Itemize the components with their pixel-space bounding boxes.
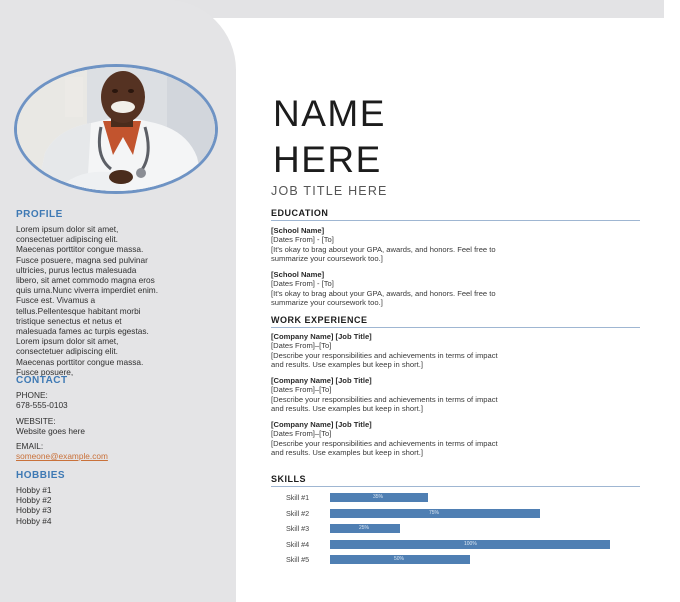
skill-label: Skill #1	[286, 493, 310, 502]
education-entry	[271, 226, 643, 263]
work-desc: and results. Use examples but keep in short.]	[271, 359, 423, 369]
profile-line: Maecenas porttitor congue massa.	[16, 356, 144, 367]
job-title: JOB TITLE HERE	[271, 184, 388, 198]
skill-percent-label: 50%	[394, 556, 405, 562]
education-dates: [Dates From] - [To]	[271, 279, 334, 289]
hobbies-heading: HOBBIES	[16, 470, 66, 481]
profile-line: quis urna.Nunc viverra imperdiet enim.	[16, 285, 159, 296]
work-entry	[271, 420, 643, 457]
profile-line: ultricies, purus lectus malesuada	[16, 264, 137, 275]
skill-percent-label: 100%	[464, 541, 477, 547]
profile-line: Maecenas porttitor congue massa.	[16, 244, 144, 255]
skill-label: Skill #5	[286, 555, 310, 564]
contact-heading: CONTACT	[16, 375, 68, 386]
education-desc: [It's okay to brag about your GPA, awards, and honors. Feel free to	[271, 288, 496, 298]
profile-line: consectetuer adipiscing elit.	[16, 234, 118, 245]
skill-bar	[330, 555, 470, 564]
website-value: Website goes here	[16, 426, 86, 437]
skill-percent-label: 25%	[359, 525, 370, 531]
work-desc: [Describe your responsibilities and achievements in terms of impact	[271, 438, 498, 448]
profile-line: Lorem ipsum dolor sit amet,	[16, 224, 119, 234]
skill-percent-label: 35%	[373, 494, 384, 500]
skill-bar	[330, 540, 610, 549]
company-job-title: [Company Name] [Job Title]	[271, 332, 372, 341]
school-name: [School Name]	[271, 270, 325, 279]
phone-value: 678-555-0103	[16, 400, 68, 411]
education-desc: [It's okay to brag about your GPA, awards, and honors. Feel free to	[271, 244, 496, 254]
hobby-item: Hobby #4	[16, 515, 52, 526]
work-entry	[271, 376, 643, 413]
skill-bar	[330, 493, 428, 502]
profile-photo	[14, 64, 218, 194]
school-name: [School Name]	[271, 226, 325, 235]
profile-line: consectetuer adipiscing elit.	[16, 346, 118, 357]
work-entry	[271, 332, 643, 369]
education-desc: summarize your coursework too.]	[271, 253, 383, 263]
work-desc: [Describe your responsibilities and achievements in terms of impact	[271, 350, 498, 360]
hobby-item: Hobby #1	[16, 485, 52, 495]
work-dates: [Dates From]–[To]	[271, 385, 332, 395]
skill-bar	[330, 509, 540, 518]
profile-line: Lorem ipsum dolor sit amet,	[16, 336, 119, 347]
email-link[interactable]: someone@example.com	[16, 451, 108, 462]
hobby-item: Hobby #2	[16, 495, 52, 506]
hobby-item: Hobby #3	[16, 505, 52, 516]
company-job-title: [Company Name] [Job Title]	[271, 420, 372, 429]
profile-line: libero, sit amet commodo magna eros	[16, 275, 155, 286]
name-second-line: HERE	[273, 139, 382, 180]
work-dates: [Dates From]–[To]	[271, 341, 332, 351]
skill-bar	[330, 524, 400, 533]
email-block	[16, 441, 220, 461]
work-desc: [Describe your responsibilities and achievements in terms of impact	[271, 394, 498, 404]
profile-line: Fusce posuere, magna sed pulvinar	[16, 254, 148, 265]
work-desc: and results. Use examples but keep in short.]	[271, 447, 423, 457]
education-dates: [Dates From] - [To]	[271, 235, 334, 245]
work-desc: and results. Use examples but keep in short.]	[271, 403, 423, 413]
skill-label: Skill #4	[286, 540, 310, 549]
website-label: WEBSITE:	[16, 416, 56, 426]
education-heading: EDUCATION	[271, 208, 640, 221]
website-block	[16, 416, 220, 436]
profile-heading: PROFILE	[16, 209, 63, 220]
email-label: EMAIL:	[16, 441, 44, 451]
company-job-title: [Company Name] [Job Title]	[271, 376, 372, 385]
phone-block	[16, 390, 220, 410]
profile-line: Fusce posuere,	[16, 366, 74, 377]
profile-line: tristique senectus et netus et	[16, 315, 122, 326]
skill-percent-label: 75%	[429, 510, 440, 516]
phone-label: PHONE:	[16, 390, 48, 400]
profile-line: tellus.Pellentesque habitant morbi	[16, 305, 141, 316]
skills-heading: SKILLS	[271, 474, 640, 487]
work-heading: WORK EXPERIENCE	[271, 315, 640, 328]
skill-label: Skill #3	[286, 524, 310, 533]
profile-line: malesuada fames ac turpis egestas.	[16, 326, 149, 337]
education-desc: summarize your coursework too.]	[271, 297, 383, 307]
hobbies-list	[16, 485, 220, 526]
education-entry	[271, 270, 643, 307]
work-dates: [Dates From]–[To]	[271, 429, 332, 439]
profile-text	[16, 224, 220, 377]
name-first-line: NAME	[273, 93, 386, 134]
skill-label: Skill #2	[286, 509, 310, 518]
profile-line: Fusce est. Vivamus a	[16, 295, 96, 306]
